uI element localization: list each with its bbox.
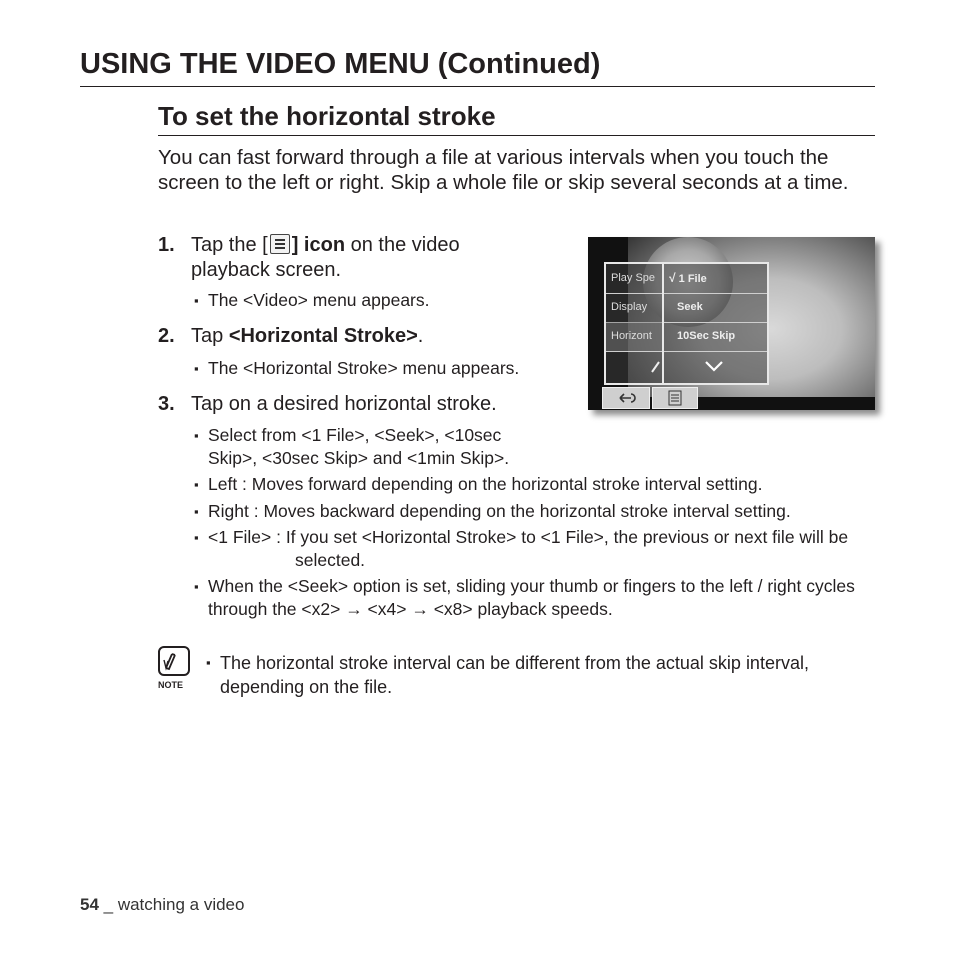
note-label: NOTE xyxy=(158,680,184,690)
page-number: 54 xyxy=(80,895,99,914)
step-1-text-c: on the video playback screen. xyxy=(191,234,460,281)
back-button[interactable] xyxy=(602,387,650,409)
device-screenshot xyxy=(588,237,875,410)
step-3-bullet-5-text: When the <Seek> option is set, sliding your thumb or fingers to the left / right cycles through the <x2> → <x4> → <x8> playback speeds. xyxy=(208,576,855,619)
step-3-bullet-4-text: <1 File> : If you set <Horizontal Stroke> to <1 File>, the previous or next file will be selected. xyxy=(208,527,849,570)
option-1-file-label: 1 File xyxy=(678,273,707,285)
step-3-text: Tap on a desired horizontal stroke. xyxy=(191,393,497,415)
step-3-bullet-5 xyxy=(194,575,875,621)
step-2-text-b: <Horizontal Stroke> xyxy=(228,325,418,347)
step-3-number: 3. xyxy=(158,393,175,415)
step-1-text-a: Tap the [ xyxy=(191,234,268,256)
horizontal-stroke-panel xyxy=(662,262,769,385)
step-3-bullet-1-text: Select from <1 File>, <Seek>, <10sec Skip>, <30sec Skip> and <1min Skip>. xyxy=(208,425,510,468)
bullet-icon: ▪ xyxy=(194,477,199,492)
step-2 xyxy=(158,324,558,349)
bullet-icon: ▪ xyxy=(194,428,199,443)
step-1 xyxy=(158,233,538,283)
note-text-block xyxy=(206,651,875,699)
note-icon xyxy=(158,646,190,676)
scroll-up-icon[interactable] xyxy=(650,360,662,374)
step-3-bullet-2 xyxy=(194,473,875,496)
bullet-icon: ▪ xyxy=(194,530,199,545)
bullet-icon: ▪ xyxy=(206,655,211,670)
title-divider xyxy=(80,86,875,87)
section-title: To set the horizontal stroke xyxy=(158,101,496,131)
step-3-bullet-3-text: Right : Moves backward depending on the horizontal stroke interval setting. xyxy=(208,501,791,521)
option-seek[interactable]: Seek xyxy=(664,293,767,323)
page-title: USING THE VIDEO MENU (Continued) xyxy=(80,48,601,80)
step-2-text-c: . xyxy=(417,325,424,347)
step-2-bullet-text: The <Horizontal Stroke> menu appears. xyxy=(208,358,520,378)
intro-paragraph: You can fast forward through a file at various intervals when you touch the screen to the left or right. Skip a whole file or skip several seconds at a time. xyxy=(158,146,849,194)
menu-item-display[interactable]: Display xyxy=(606,293,664,323)
step-3-bullet-3 xyxy=(194,500,875,523)
step-2-bullet xyxy=(194,357,564,380)
menu-item-play-speed[interactable]: Play Spe xyxy=(606,264,664,294)
step-1-number: 1. xyxy=(158,234,175,256)
video-menu-panel xyxy=(604,262,664,385)
step-2-text-a: Tap xyxy=(191,325,229,347)
note-text: The horizontal stroke interval can be different from the actual skip interval, depending on the file. xyxy=(220,653,809,697)
menu-icon xyxy=(270,234,290,254)
step-3-bullet-2-text: Left : Moves forward depending on the horizontal stroke interval setting. xyxy=(208,474,763,494)
step-3 xyxy=(158,392,578,417)
step-3-bullet-4 xyxy=(194,526,875,572)
step-1-text-b: ] icon xyxy=(291,234,346,256)
option-1-file[interactable] xyxy=(664,264,767,294)
chevron-down-icon[interactable] xyxy=(704,360,724,372)
option-10sec-skip[interactable]: 10Sec Skip xyxy=(664,322,767,352)
bullet-icon: ▪ xyxy=(194,293,199,308)
menu-button[interactable] xyxy=(652,387,698,409)
check-icon: √ xyxy=(669,271,676,285)
step-1-bullet xyxy=(194,289,554,312)
step-1-bullet-text: The <Video> menu appears. xyxy=(208,290,430,310)
section-divider xyxy=(158,135,875,136)
page-footer xyxy=(80,895,244,915)
step-2-number: 2. xyxy=(158,325,175,347)
step-3-bullet-1 xyxy=(194,424,554,470)
bullet-icon: ▪ xyxy=(194,361,199,376)
menu-list-icon xyxy=(653,388,697,408)
bullet-icon: ▪ xyxy=(194,579,199,594)
menu-item-horizontal-stroke[interactable]: Horizont xyxy=(606,322,664,352)
back-icon xyxy=(603,388,649,408)
bullet-icon: ▪ xyxy=(194,504,199,519)
footer-section: _ watching a video xyxy=(98,895,245,914)
